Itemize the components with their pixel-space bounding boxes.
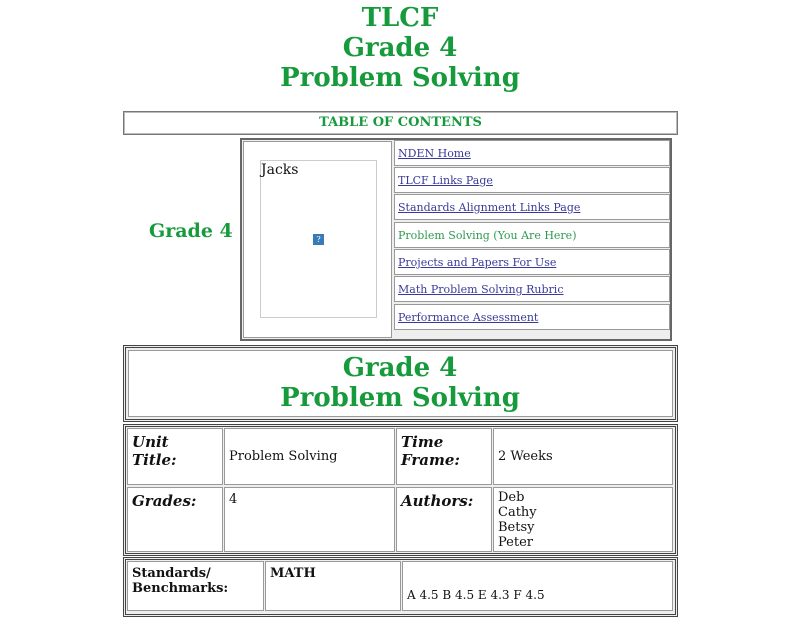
author: Cathy xyxy=(498,505,537,520)
time-frame-value: 2 Weeks xyxy=(493,428,673,485)
toc-link-standards[interactable] xyxy=(394,194,670,220)
toc-link-nden-home[interactable] xyxy=(394,140,670,166)
unit-heading-grade: Grade 4 xyxy=(342,353,458,383)
link-text[interactable]: Performance Assessment xyxy=(398,311,539,324)
author: Deb xyxy=(498,490,525,505)
toc-grade-label: Grade 4 xyxy=(149,220,233,242)
toc-link-projects[interactable] xyxy=(394,249,670,275)
time-frame-label: Time Frame: xyxy=(396,428,492,485)
image-caption: Jacks xyxy=(261,162,299,178)
standards-value: A 4.5 B 4.5 E 4.3 F 4.5 xyxy=(402,561,673,611)
toc-link-rubric[interactable] xyxy=(394,276,670,302)
authors-label: Authors: xyxy=(396,487,492,552)
toc-link-performance[interactable] xyxy=(394,304,670,330)
authors-list xyxy=(493,487,673,552)
grades-label: Grades: xyxy=(127,487,223,552)
toc-current-page: Problem Solving (You Are Here) xyxy=(394,222,670,248)
jacks-image xyxy=(260,160,377,318)
page-subject: Problem Solving xyxy=(280,63,520,93)
unit-heading-subject: Problem Solving xyxy=(280,383,520,413)
site-title: TLCF xyxy=(361,3,439,33)
author: Peter xyxy=(498,535,533,550)
toc-link-tlcf-links[interactable] xyxy=(394,167,670,193)
subject-value: MATH xyxy=(265,561,401,611)
link-text[interactable]: Standards Alignment Links Page xyxy=(398,201,581,214)
link-text[interactable]: Projects and Papers For Use xyxy=(398,256,557,269)
unit-title-label: Unit Title: xyxy=(127,428,223,485)
link-text[interactable]: NDEN Home xyxy=(398,147,471,160)
broken-image-icon: ? xyxy=(313,234,324,245)
unit-title-value: Problem Solving xyxy=(224,428,395,485)
link-text[interactable]: Math Problem Solving Rubric xyxy=(398,283,564,296)
toc-title: TABLE OF CONTENTS xyxy=(319,115,482,130)
link-text[interactable]: TLCF Links Page xyxy=(398,174,493,187)
standards-label: Standards/ Benchmarks: xyxy=(127,561,264,611)
toc-header xyxy=(123,111,678,135)
grades-value: 4 xyxy=(224,487,395,552)
page-grade: Grade 4 xyxy=(342,33,458,63)
author: Betsy xyxy=(498,520,535,535)
